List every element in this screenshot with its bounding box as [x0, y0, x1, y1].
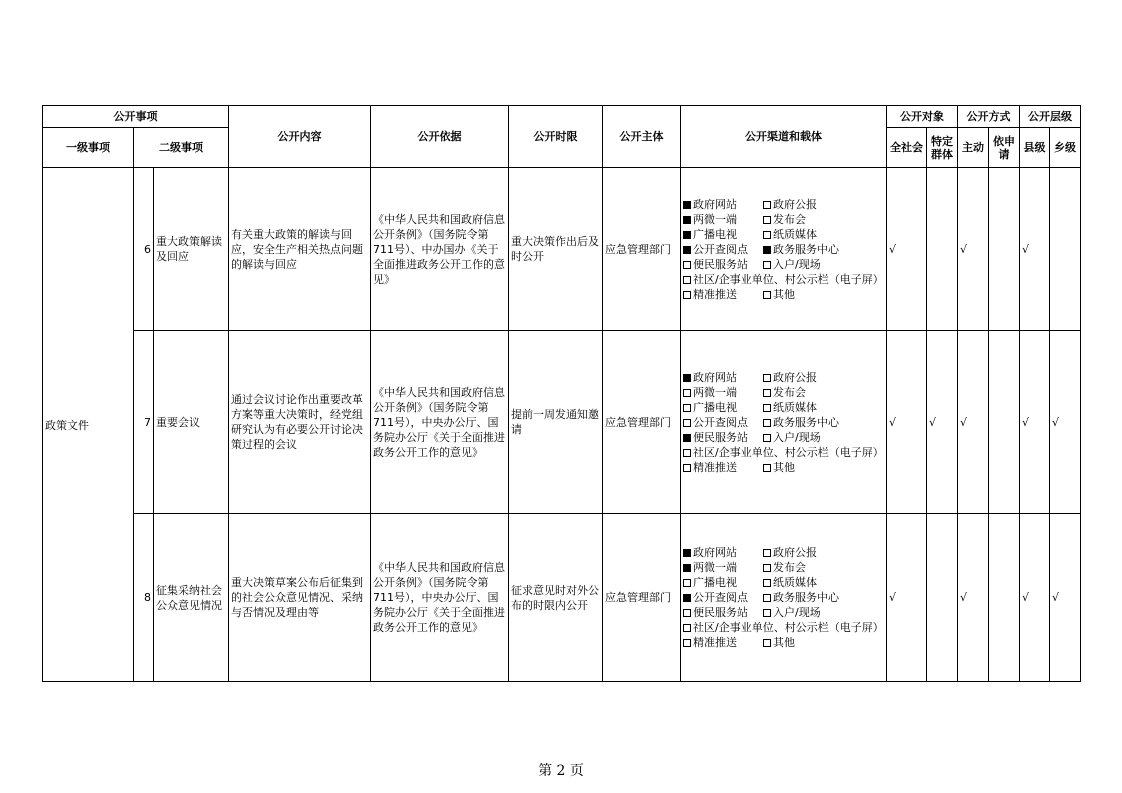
mark-all: [887, 168, 927, 331]
channel-label: 便民服务站: [693, 430, 749, 444]
channel-label: 入户/现场: [773, 606, 821, 619]
checkbox-icon: [683, 549, 691, 557]
time-limit-cell: 征求意见时对外公布的时限内公开: [509, 514, 603, 682]
channel-option: [763, 213, 806, 226]
check-mark: √: [1052, 591, 1060, 604]
channel-label: 其他: [773, 460, 796, 474]
channel-label: 两微一端: [693, 561, 738, 574]
header-content: 公开内容: [229, 106, 371, 168]
channel-label: 政府网站: [693, 546, 738, 559]
channel-option: [683, 576, 737, 589]
header-method-active: 主动: [958, 128, 989, 168]
channel-option: [763, 371, 817, 384]
mark-all: [887, 331, 927, 514]
row-number: 6: [134, 168, 154, 331]
basis-cell: 《中华人民共和国政府信息公开条例》（国务院令第711号），中央办公厅、国务院办公厅《关于全面推进政务公开工作的意见》: [371, 331, 509, 514]
table-row: [43, 514, 1081, 682]
channel-label: 公开查阅点: [693, 591, 749, 604]
channel-option: [763, 546, 817, 559]
channel-option: [683, 228, 737, 241]
mark-specific: [927, 514, 958, 682]
header-public-matter: 公开事项: [43, 106, 229, 128]
channel-option: [763, 243, 839, 256]
checkbox-icon: [683, 404, 691, 412]
channel-label: 政务服务中心: [773, 242, 840, 256]
checkbox-icon: [763, 246, 771, 254]
channel-label: 公开查阅点: [693, 415, 749, 429]
checkbox-icon: [683, 246, 691, 254]
checkbox-icon: [683, 216, 691, 224]
channels-cell: [681, 514, 887, 682]
header-target-specific: 特定群体: [927, 128, 958, 168]
checkbox-icon: [763, 419, 771, 427]
channel-label: 发布会: [773, 212, 807, 226]
channel-option: [683, 198, 737, 211]
channel-option: [763, 288, 795, 301]
channel-label: 入户/现场: [773, 257, 821, 271]
channel-label: 精准推送: [693, 287, 738, 301]
time-limit-cell: 提前一周发通知邀请: [509, 331, 603, 514]
checkbox-icon: [683, 609, 691, 617]
table-row: [43, 331, 1081, 514]
header-target: 公开对象: [887, 106, 958, 128]
mark-town: [1050, 331, 1081, 514]
mark-county: [1020, 514, 1050, 682]
check-mark: √: [1022, 591, 1030, 604]
content-cell: 重大决策草案公布后征集到的社会公众意见情况、采纳与否情况及理由等: [229, 514, 371, 682]
channel-option: [683, 258, 748, 271]
check-mark: √: [960, 415, 968, 429]
channel-option: [683, 431, 748, 444]
header-level1: 一级事项: [43, 128, 134, 168]
checkbox-icon: [683, 579, 691, 587]
channel-label: 政府网站: [693, 197, 738, 211]
checkbox-icon: [683, 389, 691, 397]
channel-option: [763, 636, 795, 649]
channel-label: 社区/企事业单位、村公示栏（电子屏）: [693, 445, 884, 459]
check-mark: √: [889, 242, 897, 256]
checkbox-icon: [683, 624, 691, 632]
checkbox-icon: [683, 464, 691, 472]
checkbox-icon: [763, 564, 771, 572]
checkbox-icon: [683, 419, 691, 427]
channel-label: 政府公报: [773, 370, 818, 384]
channel-label: 纸质媒体: [773, 400, 818, 414]
channel-option: [683, 386, 737, 399]
checkbox-icon: [763, 201, 771, 209]
channel-label: 政府公报: [773, 197, 818, 211]
channel-label: 其他: [773, 287, 796, 301]
mark-active: [958, 168, 989, 331]
basis-cell: 《中华人民共和国政府信息公开条例》（国务院令第711号），中央办公厅、国务院办公厅《关于全面推进政务公开工作的意见》: [371, 514, 509, 682]
header-level: 公开层级: [1020, 106, 1081, 128]
mark-county: [1020, 331, 1050, 514]
mark-county: [1020, 168, 1050, 331]
channel-option: [683, 213, 737, 226]
content-cell: 有关重大政策的解读与回应，安全生产相关热点问题的解读与回应: [229, 168, 371, 331]
channel-option: [763, 576, 817, 589]
checkbox-icon: [683, 449, 691, 457]
checkbox-icon: [763, 374, 771, 382]
channel-option: [763, 228, 817, 241]
channel-option: [683, 591, 748, 604]
channel-label: 广播电视: [693, 576, 738, 589]
checkbox-icon: [683, 261, 691, 269]
mark-specific: [927, 168, 958, 331]
channel-option: [683, 461, 737, 474]
channel-label: 政府公报: [773, 546, 818, 559]
channel-option: [763, 198, 817, 211]
checkbox-icon: [683, 231, 691, 239]
channel-option: [683, 621, 884, 634]
checkbox-icon: [763, 464, 771, 472]
channels-cell: [681, 168, 887, 331]
channel-label: 政务服务中心: [773, 591, 840, 604]
channel-label: 便民服务站: [693, 606, 749, 619]
mark-all: [887, 514, 927, 682]
checkbox-icon: [683, 564, 691, 572]
channel-label: 纸质媒体: [773, 576, 818, 589]
channel-option: [683, 636, 737, 649]
time-limit-cell: 重大决策作出后及时公开: [509, 168, 603, 331]
check-mark: √: [889, 591, 897, 604]
channel-label: 便民服务站: [693, 257, 749, 271]
channel-label: 社区/企事业单位、村公示栏（电子屏）: [693, 272, 884, 286]
channel-label: 两微一端: [693, 212, 738, 226]
disclosure-table: [42, 105, 1081, 682]
checkbox-icon: [683, 434, 691, 442]
item-name: 重大政策解读及回应: [154, 168, 229, 331]
channel-label: 其他: [773, 636, 796, 649]
mark-apply: [989, 168, 1020, 331]
channel-label: 公开查阅点: [693, 242, 749, 256]
check-mark: √: [889, 415, 897, 429]
header-target-all: 全社会: [887, 128, 927, 168]
header-level2: 二级事项: [134, 128, 229, 168]
header-level-county: 县级: [1020, 128, 1050, 168]
header-basis: 公开依据: [371, 106, 509, 168]
channel-label: 政务服务中心: [773, 415, 840, 429]
mark-apply: [989, 331, 1020, 514]
checkbox-icon: [683, 201, 691, 209]
channel-label: 精准推送: [693, 460, 738, 474]
channel-label: 广播电视: [693, 400, 738, 414]
channel-option: [763, 386, 806, 399]
channel-option: [683, 273, 884, 286]
subject-cell: 应急管理部门: [603, 331, 681, 514]
checkbox-icon: [763, 261, 771, 269]
row-number: 7: [134, 331, 154, 514]
item-name: 征集采纳社会公众意见情况: [154, 514, 229, 682]
channel-label: 两微一端: [693, 385, 738, 399]
check-mark: √: [929, 415, 937, 429]
channel-option: [763, 561, 806, 574]
channel-option: [763, 258, 821, 271]
checkbox-icon: [683, 594, 691, 602]
subject-cell: 应急管理部门: [603, 168, 681, 331]
checkbox-icon: [763, 389, 771, 397]
checkbox-icon: [763, 216, 771, 224]
subject-cell: 应急管理部门: [603, 514, 681, 682]
channel-label: 广播电视: [693, 227, 738, 241]
checkbox-icon: [763, 231, 771, 239]
channel-option: [683, 288, 737, 301]
item-name: 重要会议: [154, 331, 229, 514]
check-mark: √: [960, 591, 968, 604]
mark-active: [958, 331, 989, 514]
channel-option: [763, 401, 817, 414]
header-level-town: 乡级: [1050, 128, 1081, 168]
channel-option: [763, 416, 839, 429]
channel-option: [763, 591, 839, 604]
checkbox-icon: [763, 549, 771, 557]
header-channels: 公开渠道和载体: [681, 106, 887, 168]
channel-option: [763, 606, 821, 619]
channel-option: [683, 401, 737, 414]
checkbox-icon: [763, 434, 771, 442]
checkbox-icon: [763, 291, 771, 299]
mark-apply: [989, 514, 1020, 682]
channel-label: 政府网站: [693, 370, 738, 384]
basis-cell: 《中华人民共和国政府信息公开条例》（国务院令第711号）、中办国办《关于全面推进政务公开工作的意见》: [371, 168, 509, 331]
header-time-limit: 公开时限: [509, 106, 603, 168]
channel-label: 发布会: [773, 385, 807, 399]
checkbox-icon: [763, 579, 771, 587]
check-mark: √: [960, 242, 968, 256]
mark-active: [958, 514, 989, 682]
table-row: [43, 168, 1081, 331]
content-cell: 通过会议讨论作出重要改革方案等重大决策时，经党组研究认为有必要公开讨论决策过程的会议: [229, 331, 371, 514]
checkbox-icon: [763, 594, 771, 602]
header-method: 公开方式: [958, 106, 1020, 128]
checkbox-icon: [683, 276, 691, 284]
row-number: 8: [134, 514, 154, 682]
header-method-apply: 依申请: [989, 128, 1020, 168]
checkbox-icon: [683, 291, 691, 299]
channel-label: 精准推送: [693, 636, 738, 649]
channel-option: [683, 446, 884, 459]
channel-label: 发布会: [773, 561, 807, 574]
checkbox-icon: [763, 609, 771, 617]
checkbox-icon: [763, 639, 771, 647]
check-mark: √: [1052, 415, 1060, 429]
check-mark: √: [1022, 415, 1030, 429]
channel-option: [763, 461, 795, 474]
header-subject: 公开主体: [603, 106, 681, 168]
channel-option: [683, 371, 737, 384]
checkbox-icon: [763, 404, 771, 412]
channel-option: [683, 561, 737, 574]
mark-town: [1050, 168, 1081, 331]
channel-option: [683, 416, 748, 429]
channel-option: [683, 243, 748, 256]
channel-label: 入户/现场: [773, 430, 821, 444]
channel-option: [683, 606, 748, 619]
mark-town: [1050, 514, 1081, 682]
page-number: 第 2 页: [538, 763, 584, 779]
channel-label: 纸质媒体: [773, 227, 818, 241]
channel-option: [763, 431, 821, 444]
channels-cell: [681, 331, 887, 514]
checkbox-icon: [683, 374, 691, 382]
channel-option: [683, 546, 737, 559]
check-mark: √: [1022, 242, 1030, 256]
category-cell: 政策文件: [43, 168, 134, 682]
checkbox-icon: [683, 639, 691, 647]
channel-label: 社区/企事业单位、村公示栏（电子屏）: [693, 621, 884, 634]
mark-specific: [927, 331, 958, 514]
